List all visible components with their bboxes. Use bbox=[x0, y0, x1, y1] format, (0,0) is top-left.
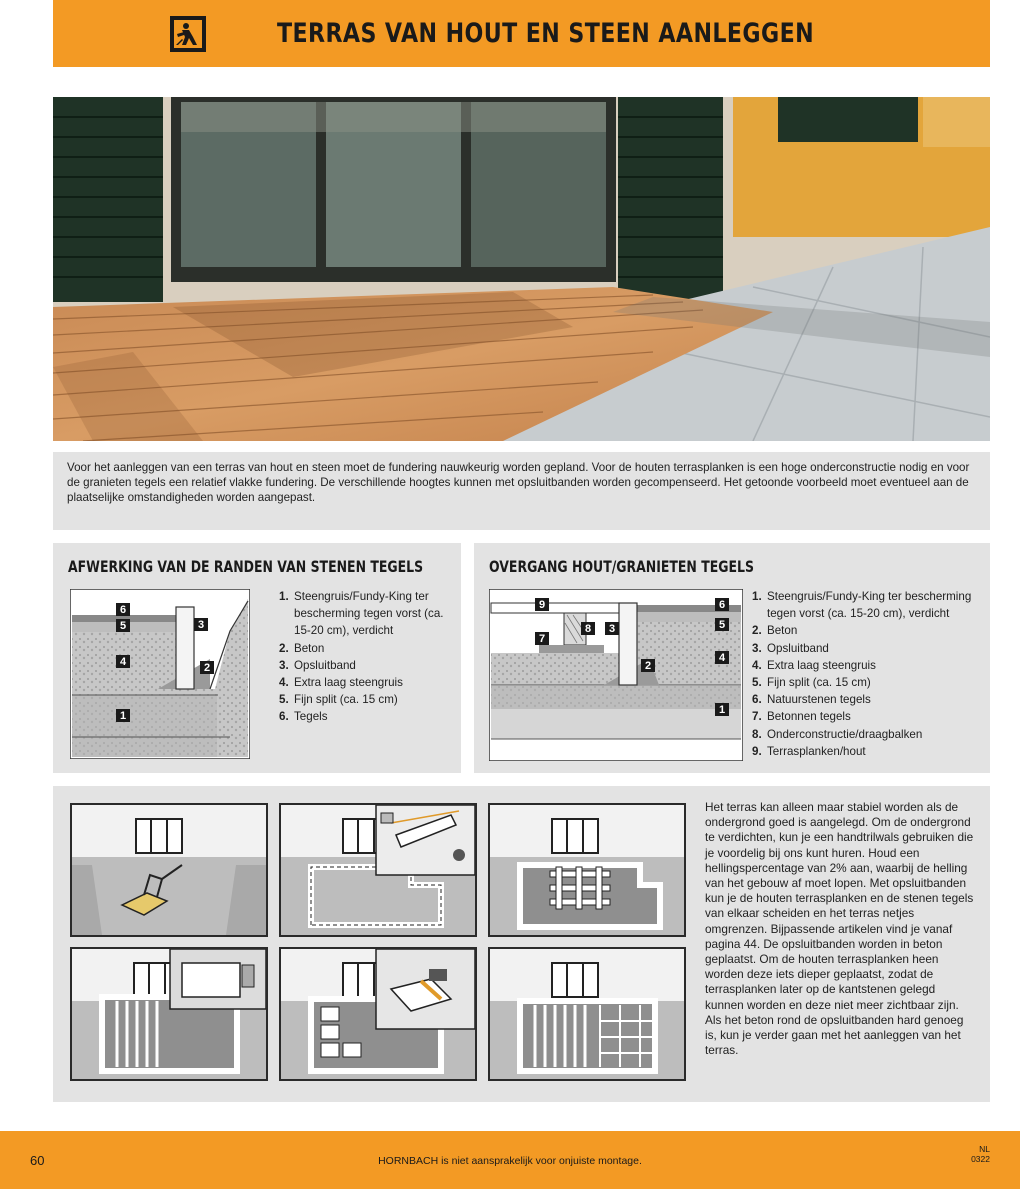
step-illustration-decking bbox=[70, 947, 268, 1081]
legend-item: 8. Onderconstructie/draagbalken bbox=[752, 727, 923, 741]
page-number: 60 bbox=[30, 1153, 45, 1168]
label-3: 3 bbox=[197, 619, 205, 631]
label-8: 8 bbox=[584, 623, 592, 635]
page-title: TERRAS VAN HOUT EN STEEN AANLEGGEN bbox=[276, 18, 815, 49]
legend-item: 3. Opsluitband bbox=[279, 658, 356, 672]
legend-item: 2. Beton bbox=[279, 641, 325, 655]
steps-description: Het terras kan alleen maar stabiel worden als de ondergrond goed is aangelegd. Om de ondergrond te verdichten, kun je een handtrilwals gebruiken die je voordelig bij ons kunt huren. Houd een hellingspercentage van 2% aan, waarbij de helling van het gebouw af moet lopen. Met opsluitbanden kun je de houten terrasplanken en de stenen tegels van elkaar scheiden en het terras netjes omgrenzen. Bijpassende artikelen vind je vanaf pagina 44. De opsluitbanden worden in beton geplaatst. Om de houten terrasplanken heen worden deze iets dieper geplaatst, zodat de terrasplanken later op de kantstenen gelegd kunnen worden en deze niet meer zichtbaar zijn. Als het beton rond de opsluitbanden hard genoeg is, kun je verder gaan met het aanleggen van het terras. bbox=[705, 800, 974, 1058]
label-6: 6 bbox=[718, 599, 726, 611]
label-3: 3 bbox=[608, 623, 616, 635]
legend-item: 4. Extra laag steengruis bbox=[752, 658, 876, 672]
legend-item: 1. Steengruis/Fundy-King ter bescherming tegen vorst (ca. 15-20 cm), verdicht bbox=[752, 590, 972, 621]
legend-item: 7. Betonnen tegels bbox=[752, 710, 851, 724]
intro-text: Voor het aanleggen van een terras van hout en steen moet de fundering nauwkeurig worden gepland. Voor de houten terrasplanken is een hoge onderconstructie nodig en voor de granieten tegels een relatief vlakke fundering. De verschillende hoogtes kunnen met opsluitbanden worden gecompenseerd. Het getoonde voorbeeld moet eventueel aan de plaatselijke omstandigheden worden aangepast. bbox=[53, 452, 990, 530]
edge-cross-section-diagram bbox=[70, 589, 250, 759]
legend-item: 9. Terrasplanken/hout bbox=[752, 744, 866, 758]
wood-granite-transition-section bbox=[474, 543, 990, 773]
legend-item: 5. Fijn split (ca. 15 cm) bbox=[279, 693, 398, 707]
step-illustration-compacting bbox=[70, 803, 268, 937]
edition-code: 0322 bbox=[971, 1154, 990, 1164]
label-1: 1 bbox=[119, 710, 127, 722]
title-bar bbox=[53, 0, 990, 67]
label-5: 5 bbox=[119, 620, 127, 632]
label-9: 9 bbox=[538, 599, 546, 611]
catalog-code bbox=[971, 1144, 990, 1164]
label-4: 4 bbox=[119, 656, 127, 668]
legend-item: 2. Beton bbox=[752, 624, 798, 638]
language-code: NL bbox=[979, 1144, 990, 1154]
label-2: 2 bbox=[644, 660, 652, 672]
legend-item: 1. Steengruis/Fundy-King ter bescherming tegen vorst (ca. 15-20 cm), verdicht bbox=[279, 590, 444, 638]
section-title: AFWERKING VAN DE RANDEN VAN STENEN TEGELS bbox=[68, 557, 424, 576]
label-4: 4 bbox=[718, 652, 726, 664]
legend-item: 6. Natuurstenen tegels bbox=[752, 693, 871, 707]
construction-worker-icon bbox=[170, 16, 206, 52]
label-5: 5 bbox=[718, 619, 726, 631]
step-illustration-substructure bbox=[488, 803, 686, 937]
legend-item: 3. Opsluitband bbox=[752, 641, 829, 655]
construction-steps-section bbox=[53, 786, 990, 1102]
step-illustration-finished-terrace bbox=[488, 947, 686, 1081]
legend-item: 5. Fijn split (ca. 15 cm) bbox=[752, 676, 871, 690]
label-6: 6 bbox=[119, 604, 127, 616]
terrace-photo bbox=[53, 97, 990, 441]
footer bbox=[0, 1131, 1020, 1189]
edge-finishing-section bbox=[53, 543, 461, 773]
transition-cross-section-diagram bbox=[489, 589, 743, 761]
step-illustration-curb-setting bbox=[279, 803, 477, 937]
legend-item: 6. Tegels bbox=[279, 710, 328, 724]
disclaimer: HORNBACH is niet aansprakelijk voor onjuiste montage. bbox=[378, 1155, 642, 1167]
label-1: 1 bbox=[718, 704, 726, 716]
section-title: OVERGANG HOUT/GRANIETEN TEGELS bbox=[489, 557, 754, 576]
legend-list bbox=[279, 588, 454, 726]
legend-list bbox=[752, 588, 984, 760]
label-2: 2 bbox=[203, 662, 211, 674]
label-7: 7 bbox=[538, 633, 546, 645]
step-illustration-tile-laying bbox=[279, 947, 477, 1081]
legend-item: 4. Extra laag steengruis bbox=[279, 676, 403, 690]
